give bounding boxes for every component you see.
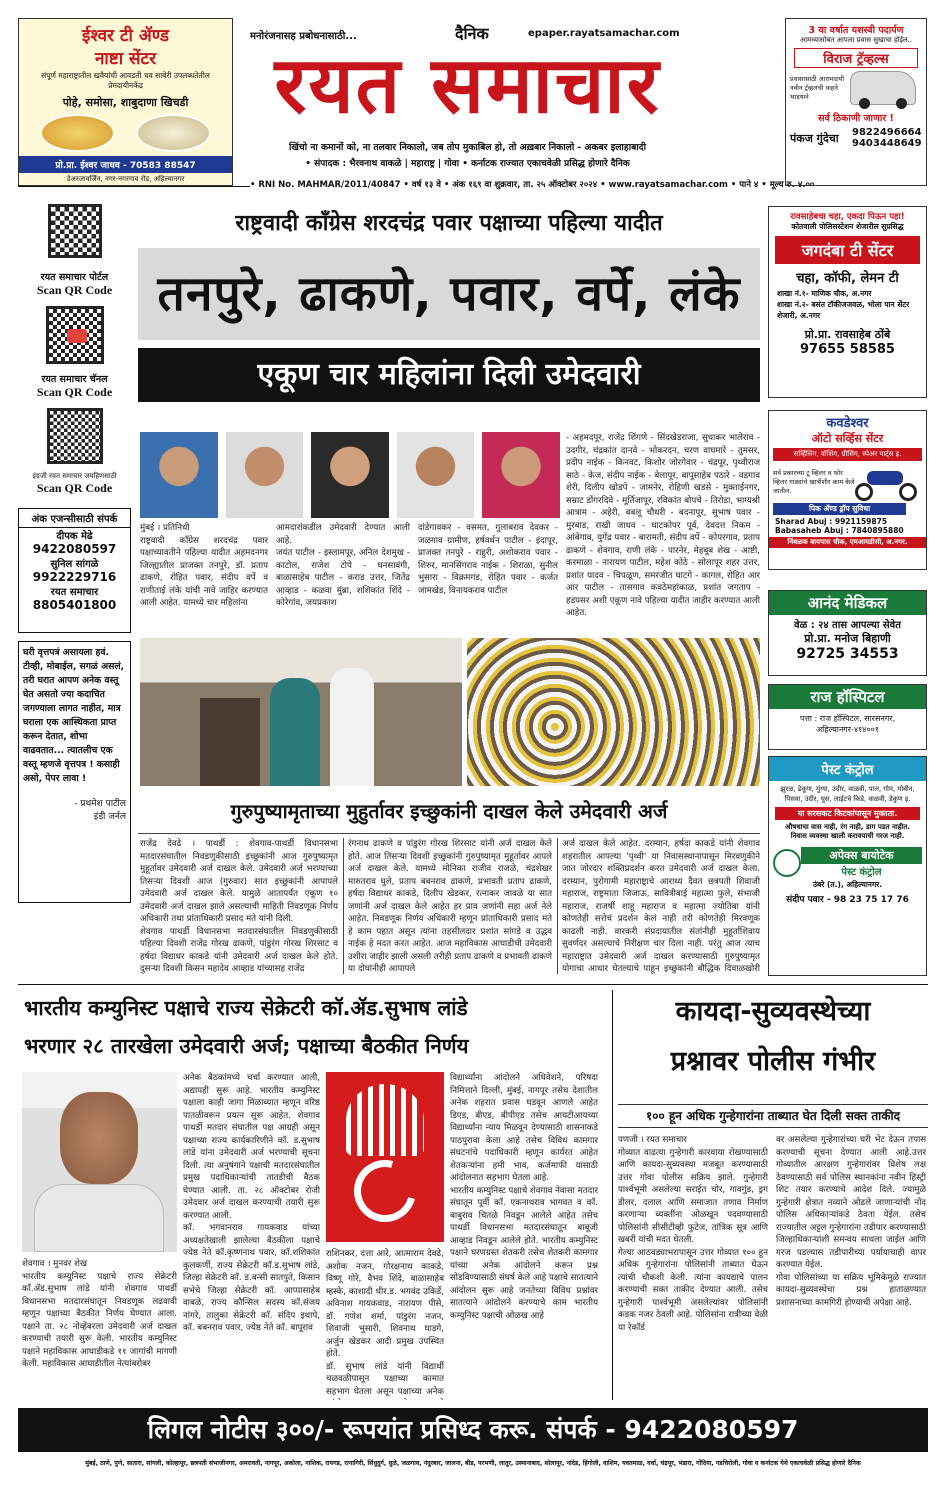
ad-viraj-phone2: 9403448649 — [852, 138, 922, 149]
jagdamba-items: चहा, कॉफी, लेमन टी — [796, 271, 899, 286]
story2-col1: राजेंद्र देवढे । पाथर्डी : शेवगाव-पाथर्डी विधानसभा मतदारसंघातील निवडणुकीसाठी इच्छुकांनी आज गुरुपुष्यामृत मुहूर्तावर उमेदवारी अर्ज दाखल केले. उमेदवारी अर्ज भरण्याच्या तिसऱ्या दिवशी आज (गुरुवार) सात इच्छुकांनी आपापले उमेदवारी अर्ज दाखल केले. यामुळे आतापर्यंत एकूण १० उमेदवारी अर्ज दाखल झाले असल्याची माहिती निवडणूक निर्णय अधिकारी तथा प्रांताधिकारी प्रसाद मते यांनी दिली. शेवगाव पाथर्डी विधानसभा मतदारसंघातील निवडणुकीसाठी पहिल्या दिवशी राजेंद्र गोरख ढाकणे, पांडुरंग गोरख शिरसाट व हर्षदा विद्याधर काकडे यांनी उमेदवारी अर्ज दाखल केले होते. दुसऱ्या दिवशी किसन महादेव आव्हाड यांच्यासह राजेंद्र — [140, 839, 338, 974]
candidate-photo — [397, 432, 475, 518]
agency-phone2: 9922229716 — [32, 570, 117, 584]
agency-name2: सुनिल सांगळे — [50, 559, 99, 570]
masthead-daily: दैनिक — [455, 24, 489, 43]
qr3-scan: Scan QR Code — [36, 481, 113, 495]
ad-ishwar-title1: ईश्वर टी ॲण्ड — [82, 26, 169, 46]
ad-viraj-line1: 3 या वर्षात यशस्वी पदार्पण — [808, 25, 904, 36]
masthead-tagline: मनोरंजनासह प्रबोधनासाठी... — [250, 31, 357, 42]
pest-contact: संदीप पवार - 98 23 75 17 76 — [786, 895, 909, 905]
story3-col3: राशिनकर, दत्ता आरे, आत्माराम देवढे, अशोक नजन, गोरक्षनाथ काकडे, विष्णू गोरे, वैभव शिंदे, बाळासाहेब म्हस्के, काशादी धीर.ड. भगवंद उकिर्डे, अविनाश गायकवाड, नारायण पीसे, डॉ. गणेश शर्मा, पांडुरंग नजन, शिवाजी भुसारी, शिवनाथ घाडगे, अर्जुन खेडकर आदी प्रमुख उपस्थित होते. डॉ. सुभाष लांडे यांनी विद्यार्थी चळवळीपासून पक्षाच्या कामात सहभाग घेतला असून पक्षाच्या अनेक — [326, 1249, 444, 1397]
kavdeshwar-desc: सर्व प्रकारच्या टू व्हिलर व फोर व्हिलर गाड्यांचे खात्रीशीर काम केले जातील. — [773, 468, 855, 495]
jagdamba-brand: जगदंबा टी सेंटर — [775, 236, 920, 264]
story4-col2: वर असलेल्या गुन्हेगारांच्या घरी भेट देऊन तपास करण्याची सूचना देण्यात आली आहे.उत्तर गोव्यातील आरक्षण गुन्हेगारांवर विशेष लक्ष ठेवण्यासाठी सर्व पोलिस स्थानकांना नवीन हिस्ट्री शिट तयार करण्याचे आदेश दिले. ज्यामुळे गुन्हेगारी क्षेत्रात नव्याने ओढले जाणाऱ्यांची नोंद पोलिस अधिकाऱ्यांकडे ठेवता येईल. तसेच राज्यातील अट्टल गुन्हेगारांना तडीपार करण्यासाठी जिल्हाधिकाऱ्यांशी समन्वय साधला जाईल आणि गरज पडल्यास तडीपारीच्या पर्यायाचाही वापर करण्यात येईल. गोवा पोलिसांच्या या सक्रिय भूमिकेमुळे राज्यात कायदा-सुव्यवस्थेचा प्रश्न हाताळण्यात प्रशासनाच्या कामगिरी होण्याची अपेक्षा आहे. — [776, 1135, 926, 1308]
poem-box — [18, 641, 131, 903]
masthead-editor-line: • संपादक : भैरवनाथ वाकळे | महाराष्ट्र | गोवा • कर्नाटक राज्यात एकाचवेळी प्रसिद्ध होणारे दैनिक — [305, 159, 630, 169]
story3-col2: अनेक बैठकांमध्ये चर्चा करण्यात आली, अद्यापही सुरू आहे. भारतीय कम्युनिस्ट पक्षाला काही जागा मिळाव्यात म्हणून वरिष्ठ पातळीवरून प्रयत्न सुरू आहेत. शेवगाव पाथर्डी मतदार संघातील पक्ष आग्रही असून पक्षाच्या राज्य कार्यकारिणीने कॉ. ड.सुभाष लांडे यांना उमेदवारी अर्ज भरण्याची सूचना दिली. त्या अनुषंगाने पक्षाची मतदारसंघातील प्रमुख पदाधिकाऱ्यांची तातडीची बैठक घेण्यात आली. ता. २८ ऑक्टोबर रोजी उमेदवार अर्ज दाखल करण्याची तयारी सुरू करण्यात आली. कॉ. भगवानराव गायकवाड यांच्या अध्यक्षतेखाली झालेल्या बैठकीला पक्षाचे ज्येष्ठ नेते कॉ.कृष्णनाथ पवार, कॉ.शशिकांत कुलकर्णी, राज्य सेक्रेटरी कॉ.ड.सुभाष लांडे, जिल्हा सेक्रेटरी कॉ. ड.बन्सी सातपुते, किसान सभेचे जिल्हा सेक्रेटरी कॉ. आप्पासाहेब वाबळे, राज्य कौन्सिल सदस्य कॉ.संजय नांगरे, तालुका सेक्रेटरी कॉ. संदिप इथापे, कॉ. बबनराव पवार, ज्येष्ठ नेते कॉ. बापूराव — [183, 1073, 320, 1333]
story2-rule — [138, 833, 760, 834]
lead-headline: तनपुरे, ढाकणे, पवार, वर्पे, लंके — [138, 248, 760, 340]
lead-col2: आमदारांकडील उमेदवारी देण्यात आली आहे. जयंत पाटील - इस्लामपूर, अनिल देशमुख - काटोल, राजेश टोपे - घनसावंगी, बाळासाहेब पाटील - कराड उत्तर, जितेंद्र आव्हाड - कळवा मुंब्रा, शशिकांत शिंदे - कोरेगांव, जयप्रकाश — [276, 523, 410, 608]
raj-address: पत्ता : राज हॉस्पिटल, सारसनगर, अहिल्यानगर-४१४००१ — [799, 714, 896, 734]
ad-ishwar-title2: नाष्टा सेंटर — [94, 49, 157, 69]
sidebar-left — [18, 198, 131, 978]
anand-owner: प्रो.प्रा. मनोज बिहाणी — [804, 632, 891, 645]
qr2-title: रयत समाचार चॅनल — [41, 374, 108, 385]
qr-code-icon — [47, 408, 103, 464]
hammer-sickle-icon — [343, 1149, 428, 1234]
food-plate-icon — [29, 114, 222, 152]
ad-ishwar-desc: संपूर्ण महाराष्ट्रातील खवैयांची आवडती चव साबेरी उपलब्धतेतील प्रेमदायीनकेंद्र — [41, 71, 210, 90]
anand-phone: 92725 34553 — [796, 646, 899, 662]
story2-photo-left — [140, 638, 462, 786]
pest-items: झुरळ, ढेकूण, मुंग्या, उंदीर, वाळवी, पाल, गोम, मोबीन, पिसवा, उंदीर, घुस, लाईटचे किडे, वाळवी, डेकुण इ. — [780, 785, 915, 803]
car-icon — [850, 71, 916, 105]
ad-viraj-phone1: 9822496664 — [852, 127, 922, 138]
kavdeshwar-title: ऑटो सर्व्हिस सेंटर — [811, 432, 884, 445]
masthead-epaper: epaper.rayatsamachar.com — [528, 28, 680, 39]
pest-company2: पेस्ट कंट्रोल — [841, 867, 882, 878]
agency-box — [18, 508, 131, 633]
ad-ishwar-items: पोहे, समोसा, शाबुदाणा खिचडी — [62, 96, 189, 109]
lead-col4: - अहमदपूर, राजेंद्र शिंगणे - सिंदखेडराजा, सुधाकर भालेराव - उदगीर, चंद्रकांत दानवे - भोकरदन, चरण वाघमारे - तुमसर, प्रदीप नाईक - किनवट, किशोर जोरगेवार - चंद्रपूर, पृथ्वीराज साठे - केज, संदीप नाईक - बेलापूर, बापूसाहेब पठारे - वडगाव शेरी, दिलीप खोडपे - जामनेर, रोहिणी खडसे - मुक्ताईनगर, सम्राट डोंगरदिवे - मूर्तिजापूर, रविकांत बोपचे - तिरोडा, भाग्यश्री आत्राम - अहेरी, बबलू चौधरी - बदनापूर, सुभाष पवार - मुरबाड, राखी जाधव - घाटकोपर पूर्व, देवदत्त निकम - आंबेगाव, युगेंद्र पवार - बारामती, संदीप वर्पे - कोपरगाव, प्रताप ढाकणे - शेवगाव, राणी लंके - पारनेर, मेहबूब शेख - आष्टी, करमाळा - नारायण पाटील, महेश कोठे - सोलापूर शहर उत्तर, प्रशांत यादव - चिपळूण, समरजीत घाटगे - कागल, रोहित आर आर पाटील - तासगाव कवठेमहांकाळ, प्रशांत जगताप - हडपसर अशी एकूण नावे पहिल्या यादीत जाहीर करण्यात आली आहेत. — [566, 433, 760, 618]
ad-pest-control — [768, 756, 927, 976]
footer-legal-notice: लिगल नोटीस ३००/- रूपयांत प्रसिध्द करू. संपर्क - 9422080597 — [18, 1408, 928, 1452]
masthead-quote: खिंचो ना कमानों को, ना तलवार निकालो, जब तोप मुकाबिल हो, तो अख़बार निकालो - अकबर इलाहाबादी — [289, 142, 646, 153]
pest-logo-icon — [773, 849, 801, 877]
poem-author: - प्रथमेश पाटील — [74, 799, 126, 809]
candidate-photo — [482, 432, 560, 518]
story4-divider — [612, 990, 613, 1400]
anand-time: वेळ : २४ तास आपल्या सेवेत — [794, 620, 901, 631]
motorbike-icon — [855, 463, 917, 501]
agency-title: अंक एजन्सीसाठी संपर्क — [19, 509, 130, 528]
section-rule — [18, 984, 928, 985]
lead-photos — [140, 432, 560, 518]
jagdamba-branch2: शाखा नं.२- बसंत टॉकीजजवळ, भोला पान सेंटर शेजारी, अ.नगर — [777, 300, 910, 320]
story2-divider — [343, 838, 344, 974]
ad-viraj-desc: प्रवासासाठी आरामदायी नवीन ट्रॅव्हलची वाहने भाडयाने — [790, 74, 845, 101]
ad-jagdamba — [768, 206, 927, 398]
story4-headline2: प्रश्नावर पोलीस गंभीर — [670, 1046, 876, 1077]
pest-tag: या सरसकट किटकांपासून मुक्तता. — [775, 807, 920, 820]
ad-viraj-brand: विराज ट्रॅव्हल्स — [794, 48, 918, 68]
story3-photo — [22, 1072, 177, 1252]
ad-ishwar-tea — [18, 18, 233, 186]
agency-name3: रयत समाचार — [50, 587, 99, 598]
story4-col1: पणजी । रयत समाचार गोव्यात वाढत्या गुन्हेगारी कारवाया रोखण्यासाठी आणि कायदा-सुव्यवस्था मजबूत करण्यासाठी उत्तर गोवा पोलीस सक्रिय झाले. गुन्हेगारी पार्श्वभूमी असलेल्या सराईत चोर, गावगुंड, ड्रग डीलर, दलाल आणि समाजात तणाव निर्माण करणाऱ्या व्यक्तींना ओळखून पदवण्यासाठी पोलिसांनी सीसीटीव्ही फुटेज, तांत्रिक सूत्र आणि खबरी यांची मदत घेतली. गेल्या आठवड्याभरापासून उत्तर गोव्यात १०० हून अधिक गुन्हेगारांना पोलिसांनी ताब्यात घेऊन त्यांची चौकशी केली. त्यांना कायद्याचे पालन करण्याची सक्त ताकीद देण्यात आली. तसेच गुन्हेगारी पार्श्वभूमी असलेल्यांवर पोलिसांनी कडक नजर ठेवली आहे. पोलिसांना रात्रीच्या वेळी या रेकॉर्ड — [618, 1135, 768, 1333]
pest-note2: निवास व्यवस्था खाली करावयाची गरज नाही. — [790, 832, 905, 840]
kavdeshwar-contact1: Sharad Abuj : 9921159875 — [775, 517, 888, 526]
jagdamba-owner: प्रो.प्रा. रावसाहेब ठोंबे — [804, 328, 891, 341]
qr3-title: इंग्रजी रयत समाचार जयहिणसाठी — [32, 472, 117, 480]
kavdeshwar-contact2: Babasaheb Abuj : 7840895880 — [775, 526, 904, 535]
candidate-photo — [140, 432, 218, 518]
jagdamba-top: रावसाहेबचा चहा, एकदा पिऊन पहा! — [790, 212, 905, 222]
ad-anand-medical — [768, 590, 927, 676]
kavdeshwar-services: सर्व्हिसिंग, वॉशिंग, ग्रीसिंग, स्पेअर पार्ट्स इ. — [773, 448, 922, 461]
kavdeshwar-brand: कवडेश्वर — [826, 416, 869, 431]
story2-col2: रंगनाथ ढाकणे व पांडुरंग गोरख शिरसाट यांनी अर्ज दाखल केले होते. आज तिसऱ्या दिवशी इच्छुकांनी गुरुपुष्यामृत मुहूर्तावर आपले अर्ज दाखल केले. यामध्ये मोनिका राजीव राजळे, चंद्रशेखर मारुतराव घुले, प्रताप बबनराव ढाकणे, प्रभावती प्रताप ढाकणे, हर्षदा विद्याधर काकडे, दिलीप खेडकर, रत्नाकर जावळे या सात जणांनी अर्ज दाखल केले आहेत हर प्राव जणांनी सहा अर्ज नेले आहेत. निवडणूक निर्णय अधिकारी म्हणून प्रांताधिकारी प्रसाद मते हे काम पहात असून त्यांना तहसीलदार प्रशांत सांगडे व उद्धव नाईक हे मदत करत आहेत. आज महाविकास आघाडीची उमेदवारी उशीरा जाहीर झाली असली तरीही प्रताप ढाकणे व प्रभावती ढाकणे या दोघांनीही आपापले — [348, 839, 552, 974]
qr2-scan: Scan QR Code — [36, 385, 113, 399]
ad-ishwar-address: डेअरजावर्जिन, नगर-नगरगाव रोड, अहिल्यानगर — [66, 175, 185, 183]
kavdeshwar-pickup: पिक ॲण्ड ड्रॉप सुविधा — [773, 503, 906, 515]
raj-brand: राज हॉस्पिटल — [769, 685, 926, 709]
story3-headline2: भरणार २८ तारखेला उमेदवारी अर्ज; पक्षाच्या बैठकीत निर्णय — [24, 1034, 469, 1058]
ad-kavdeshwar — [768, 410, 927, 570]
ad-viraj-travels — [785, 18, 927, 186]
youtube-icon — [46, 306, 104, 364]
story3-col4: विद्यार्थ्यांना आंदोलने अधिवेशने, परिषदा निमित्ताने दिल्ली, मुंबई, नागपूर तसेच देशातील अनेक शहरात प्रवास घडवून आणले आहेत डिएड, बीएड, बीपीएड तसेच आयटीआयच्या विद्यार्थ्यांना न्याय मिळवून देण्यासाठी शासनाकडे पाठपुरावा केला आहे तसेच विविध कामगार संघटनांचे पदाधिकारी म्हणून कार्यरत आहेत शेतकऱ्यांना हमी भाव, कर्जमाफी यासाठी आंदोलनात सहभाग घेतला आहे. भारतीय कम्युनिस्ट पक्षाचे शेवगाव नेवासा मतदार संघातून पूर्वी कॉ. एकनाथराव भागवत व कॉ. बाबुराव चितळे निवडून आलेले आहेत तसेच पाथर्डी विधानसभा मतदारसंघातून बाबूजी आव्हाड निवडून आलेले होते. भारतीय कम्युनिस्ट पक्षाने घरणग्रस्त शेतकरी तसेच शेतकरी कामगार यांच्या अनेक आंदोलने करून प्रश्न सोडविण्यासाठी संघर्ष केले आहे पक्षाचे सातत्याने आंदोलन सुरू आहे जनतेच्या विविध प्रश्नांवर सातत्याने आंदोलने करण्याचे काम भारतीय कम्युनिस्ट पक्षाची ओळख आहे — [450, 1073, 598, 1321]
agency-phone3: 8805401800 — [32, 598, 117, 612]
story4-subhead: १०० हून अधिक गुन्हेगारांना ताब्यात घेत दिली सक्त ताकीद — [618, 1104, 928, 1128]
ad-viraj-offer: सर्व ठिकाणी जाणार ! — [818, 113, 894, 124]
story2-divider — [557, 838, 558, 974]
cpi-logo — [326, 1072, 444, 1242]
ad-viraj-line2: आमच्यासोबत आपला प्रवास सुखाचा होईल.. — [799, 36, 913, 44]
qr1-scan: Scan QR Code — [36, 283, 113, 297]
masthead-info-line: • RNI No. MAHMAR/2011/40847 • वर्ष १३ वे • अंक १६९ वा शुक्रवार, ता. २५ ऑक्टोबर २०२४ • www.rayatsamachar.com • पाने ४ • मूल्य रु. ४.०० — [250, 179, 930, 190]
poem-text: घरी वृत्तपत्रं असायला हवं. टीव्ही, मोबाईल, सगळं असलं, तरी घरात आपण अनेक वस्तू घेत असतो ज्या कदाचित जगण्याला लागत नाहीत, मात्र घराला एक आस्थिकता प्राप्त करून देतात, शोभा वाढवतात... त्यातलीच एक वस्तू म्हणजे वृत्तपत्र ! कसाही असो, पेपर लावा ! — [23, 647, 125, 784]
story4-headline1: कायदा-सुव्यवस्थेच्या — [675, 996, 871, 1027]
story2-photo-right — [467, 638, 760, 786]
pest-address: उंबरे (त.), अहिल्यानगर. — [812, 880, 883, 889]
jagdamba-sub: कोतवाली पोलिसस्टेशन शेजारील सुप्रसिद्ध — [791, 222, 904, 231]
story2-col3: अर्ज दाखल केले आहेत. दरम्यान, हर्षदा काकडे यांनी शेवगाव शहरातील आपल्या 'पृथ्वी' या निवासस्थानापासून मिरवणुकीने जात जोरदार शक्तिप्रदर्शन करत उमेदवारी अर्ज दाखल केला. दरम्यान, पुरोगामी महाराष्ट्राचे आराध्य दैवत छत्रपती शिवाजी महाराज, राष्ट्रमाता जिजाऊ, सावित्रीबाई महात्मा फुले, संभाजी महाराज, राजर्षी शाहू महाराज व महात्मा ज्योतिबा यांनी कोणतेही सत्तेचं प्रदर्शन केलं नाही तरी कोणतेही मिरवणूक काढली नाही. वारकरी संप्रदायातील संतांनीही मुहूर्ताशिवाय सुवर्णदर असल्याचे निरीक्षण चार दिला नाही. परंतु आज त्याच महाराष्ट्रात उमेदवारी अर्ज दाखल करण्यासाठी गुरुपुष्यामृत योगाचा आधार घेतल्याचे पाहून इच्छुकांनी बौद्धिक दिवाळखोरी — [562, 839, 760, 974]
lead-col1: मुंबई । प्रतिनिधी राष्ट्रवादी काँग्रेस शरदचंद्र पवार पक्षाच्यावतीने पहिल्या यादीत अहमदनगर जिल्ह्यातील प्राजक्त तनपुरे, डॉ. प्रताप ढाकणे, रोहित पवार, संदीप वर्पे व राणीताई लंके यांची नावे जाहिर करण्यात आली आहेत. यामध्ये चार महिलांना — [140, 523, 268, 608]
agency-name1: दीपक मेढे — [56, 531, 93, 542]
candidate-photo — [226, 432, 304, 518]
story3-headline1: भारतीय कम्युनिस्ट पक्षाचे राज्य सेक्रेटरी कॉ.ॲड.सुभाष लांडे — [24, 996, 468, 1020]
ad-ishwar-contact: प्रो.प्रा. ईश्वर जाधव - 70583 88547 — [19, 156, 232, 173]
anand-brand: आनंद मेडिकल — [769, 591, 926, 615]
pest-note: औषधाचा वास नाही, रंग नाही, डाग पडत नाहीत. — [785, 823, 910, 831]
pest-brand: पेस्ट कंट्रोल — [769, 757, 926, 781]
lead-subhead: एकूण चार महिलांना दिली उमेदवारी — [138, 348, 760, 402]
story2-headline: गुरुपुष्यामृताच्या मुहुर्तावर इच्छुकांनी दाखल केले उमेदवारी अर्ज — [230, 800, 668, 823]
ad-viraj-name: पंकज गुंदेचा — [790, 131, 839, 145]
wheat-icon — [346, 1084, 424, 1156]
story3-col1: शेवगाव । मुनवर शेख भारतीय कम्युनिस्ट पक्षाचे राज्य सेक्रेटरी कॉ.ॲड.सुभाष लांडे यांनी शेवगाव पाथर्डी विधानसभा मतदारसंघातून निवडणूक लढवावी म्हणून पक्षाच्या बैठकीत निर्णय घेण्यात आला. पक्षाने ता. २८ नोव्हेंबरला उमेदवारी अर्ज दाखल करण्याची तयारी सुरू केली. भारतीय कम्युनिस्ट पक्षाने महाविकास आघाडीकडे ११ जागांची मागणी केली. महाविकास आघाडीतील नेत्यांबरोबर — [22, 1259, 177, 1369]
jagdamba-phone: 97655 58585 — [800, 342, 895, 357]
qr-code-icon — [48, 204, 102, 258]
masthead-title: रयत समाचार — [274, 41, 661, 131]
kavdeshwar-address: निंबळक बायपास चौक, एमआयडीसी, अ.नगर. — [769, 537, 926, 548]
qr1-title: रयत समाचार पोर्टल — [40, 272, 109, 283]
jagdamba-branch1: शाखा नं.१- माणिक चौक, अ.नगर — [777, 289, 872, 298]
ad-raj-hospital — [768, 684, 927, 750]
agency-phone1: 9422080597 — [32, 542, 117, 556]
footer-cities: मुंबई, ठाणे, पुणे, सातारा, सांगली, कोल्हापूर, छत्रपती संभाजीनगर, अमरावती, नागपूर, अकोला, नाशिक, रायगड, रत्नागिरी, सिंधुदुर्ग, धुळे, जळगाव, नंदुरबार, जालना, बीड, परभणी, लातूर, उस्मानाबाद, सोलापूर, नांदेड, हिंगोली, वाशिम, यवतमाळ, वर्धा, चंद्रपूर, भंडारा, गोंदिया, गडचिरोली, गोवा व कर्नाटक येथे एकाचवेळी प्रसिद्ध होणारे दैनिक — [85, 1460, 861, 1467]
poem-author2: इंडी जर्नल — [93, 812, 126, 822]
candidate-photo — [311, 432, 389, 518]
lead-kicker: राष्ट्रवादी काँग्रेस शरदचंद्र पवार पक्षाच्या पहिल्या यादीत — [235, 211, 663, 236]
lead-col3: दांडेगावकर - वसमत, गुलाबराव देवकर - जळगाव ग्रामीण, हर्षवर्धन पाटील - इंदापूर, प्राजक्त तनपुरे - राहुरी, अशोकराव पवार - शिरुर, मानसिंगराव नाईक - शिराळा, सुनील भुसारा - विक्रमगड, रोहित पवार - कर्जत जामखेड, विनायकराव पाटील — [418, 523, 558, 596]
pest-company: अपेक्स बायोटेक — [801, 847, 922, 864]
